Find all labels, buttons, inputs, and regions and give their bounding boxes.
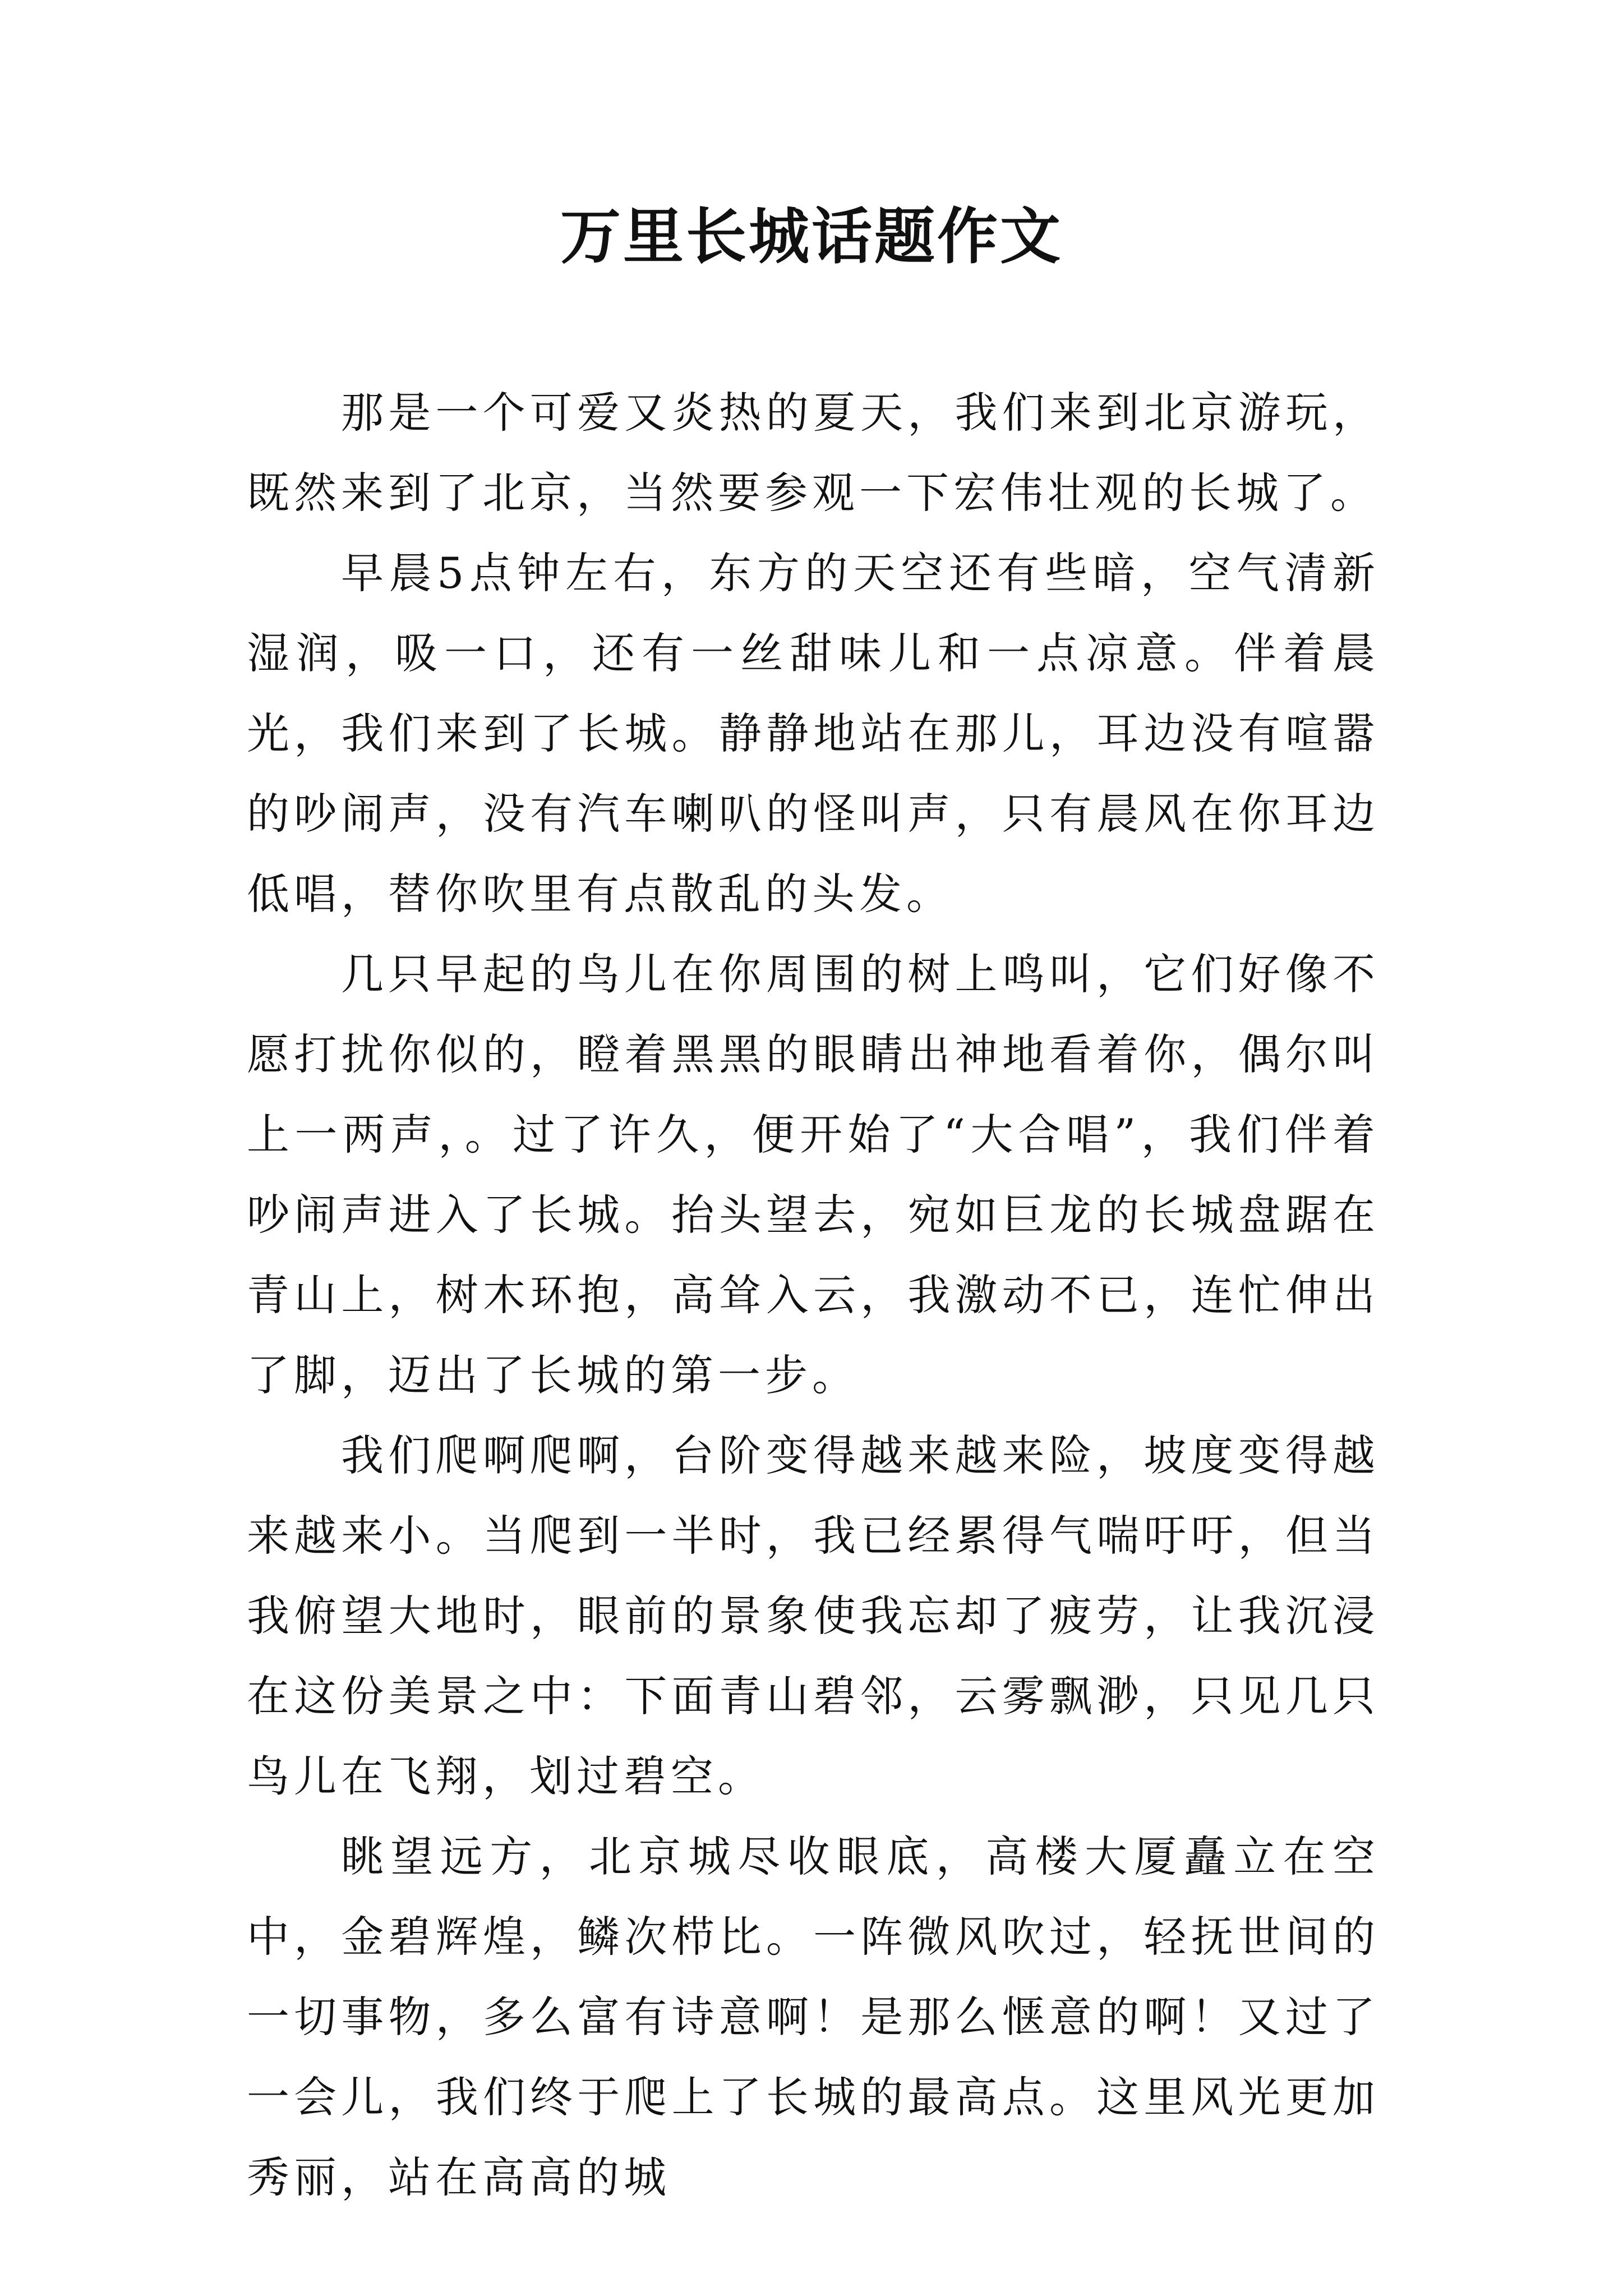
paragraph: 眺望远方，北京城尽收眼底，高楼大厦矗立在空中，金碧辉煌，鳞次栉比。一阵微风吹过，轻抚世间的一切事物，多么富有诗意啊！是那么惬意的啊！又过了一会儿，我们终于爬上了长城的最高点。这里风光更加秀丽，站在高高的城: [247, 1832, 1380, 2202]
paragraph: 早晨5点钟左右，东方的天空还有些暗，空气清新湿润，吸一口，还有一丝甜味儿和一点凉意。伴着晨光，我们来到了长城。静静地站在那儿，耳边没有喧嚣的吵闹声，没有汽车喇叭的怪叫声，只有晨风在你耳边低唱，替你吹里有点散乱的头发。: [247, 548, 1380, 919]
paragraph: 那是一个可爱又炎热的夏天，我们来到北京游玩，既然来到了北京，当然要参观一下宏伟壮观的长城了。: [247, 388, 1380, 518]
paragraph: 几只早起的鸟儿在你周围的树上鸣叫，它们好像不愿打扰你似的，瞪着黑黑的眼睛出神地看着你，偶尔叫上一两声，。过了许久，便开始了“大合唱”，我们伴着吵闹声进入了长城。抬头望去，宛如巨龙的长城盘踞在青山上，树木环抱，高耸入云，我激动不已，连忙伸出了脚，迈出了长城的第一步。: [247, 949, 1380, 1400]
paragraph: 我们爬啊爬啊，台阶变得越来越来险，坡度变得越来越来小。当爬到一半时，我已经累得气喘吁吁，但当我俯望大地时，眼前的景象使我忘却了疲劳，让我沉浸在这份美景之中：下面青山碧邻，云雾飘渺，只见几只鸟儿在飞翔，划过碧空。: [247, 1430, 1380, 1801]
document-title: 万里长城话题作文: [560, 201, 1063, 272]
document-body: [247, 372, 1380, 2217]
